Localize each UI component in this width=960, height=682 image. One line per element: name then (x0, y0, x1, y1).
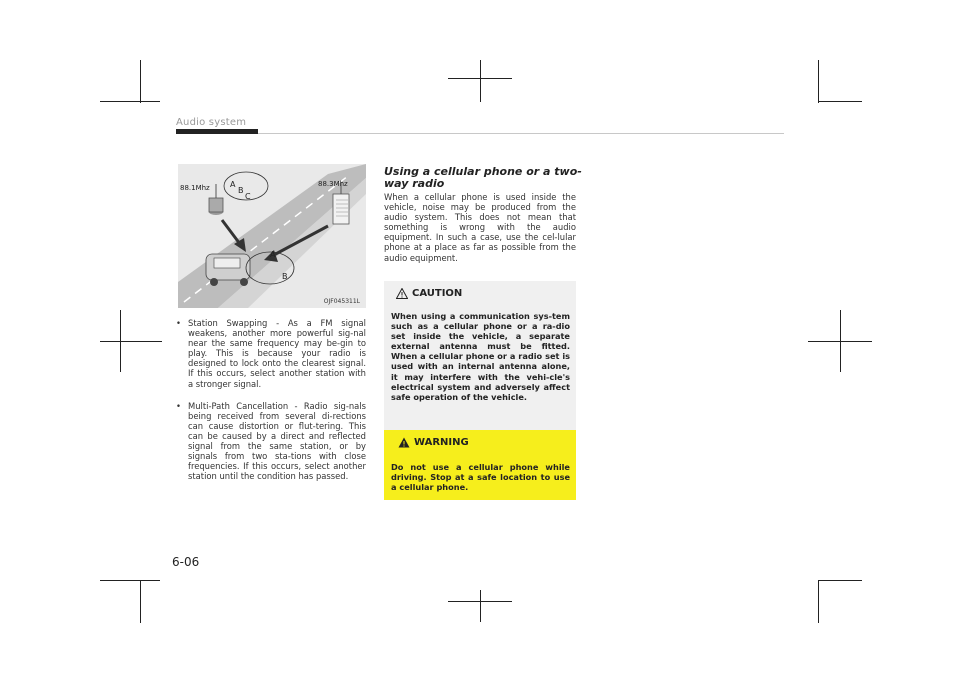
crop-mark (120, 310, 121, 372)
crop-mark (818, 101, 862, 102)
section-body: When a cellular phone is used inside the vehicle, noise may be produced from the audio system. This does not mean that something is wrong with the audio equipment. In such a case, use the cel-lular phone at a place as far as possible from the audio equipment. (384, 192, 576, 263)
warning-box (384, 430, 576, 500)
crop-mark (100, 341, 162, 342)
bullet-list (176, 318, 366, 493)
list-item (176, 401, 366, 482)
caution-label: CAUTION (412, 288, 463, 299)
radio-signal-illustration (178, 164, 366, 308)
letter-b-lower: B (282, 272, 288, 281)
crop-mark (480, 60, 481, 102)
warning-label: WARNING (414, 437, 469, 448)
left-frequency-label: 88.1Mhz (180, 184, 210, 192)
list-item (176, 318, 366, 389)
caution-box (384, 281, 576, 441)
crop-mark (818, 580, 819, 623)
letter-a-lower: A (270, 250, 276, 259)
page-number: 6-06 (172, 555, 200, 569)
bullet-text: Station Swapping - As a FM signal weakens, another more powerful sig-nal near the same frequency may be-gin to play. This is because your radio is designed to lock onto the clearest signal. If this occurs, select another station with a stronger signal. (188, 318, 366, 389)
radio-tower-left (209, 184, 223, 215)
letter-c: C (245, 192, 251, 201)
letter-b: B (238, 186, 244, 195)
bullet-dot: • (176, 318, 181, 328)
caution-text: When using a communication sys-tem such as a cellular phone or a ra-dio set inside the vehicle, a separate external antenna must be fitted. When a cellular phone or a radio set is used with an internal antenna alone, it may interfere with the vehi-cle's electrical system and adversely affect safe operation of the vehicle. (391, 311, 570, 402)
crop-mark (100, 101, 160, 102)
section-title: Using a cellular phone or a two-way radio (384, 165, 582, 190)
figure-code: OJF045311L (323, 298, 360, 305)
bullet-dot: • (176, 400, 181, 411)
crop-mark (480, 590, 481, 622)
bullet-text: Multi-Path Cancellation - Radio sig-nals being received from several di-rections can cause distortion or flut-tering. This can be caused by a direct and reflected signal from the same station, or by signals from two sta-tions with close frequencies. If this occurs, select another station until the condition has passed. (188, 400, 366, 482)
crop-mark (818, 580, 862, 581)
section-label: Audio system (176, 117, 247, 128)
warning-text: Do not use a cellular phone while driving. Stop at a safe location to use a cellular phone. (391, 462, 570, 493)
right-frequency-label: 88.3Mhz (318, 180, 348, 188)
header-bar (176, 129, 258, 134)
crop-mark (140, 60, 141, 103)
caution-heading (396, 288, 462, 299)
crop-mark (140, 580, 141, 623)
signal-arrow (222, 220, 240, 244)
crop-mark (100, 580, 160, 581)
letter-a: A (230, 180, 236, 189)
caution-icon (396, 288, 408, 299)
warning-icon (398, 437, 410, 448)
crop-mark (840, 310, 841, 372)
crop-mark (818, 60, 819, 103)
header-rule (258, 133, 784, 134)
warning-heading (398, 437, 469, 448)
